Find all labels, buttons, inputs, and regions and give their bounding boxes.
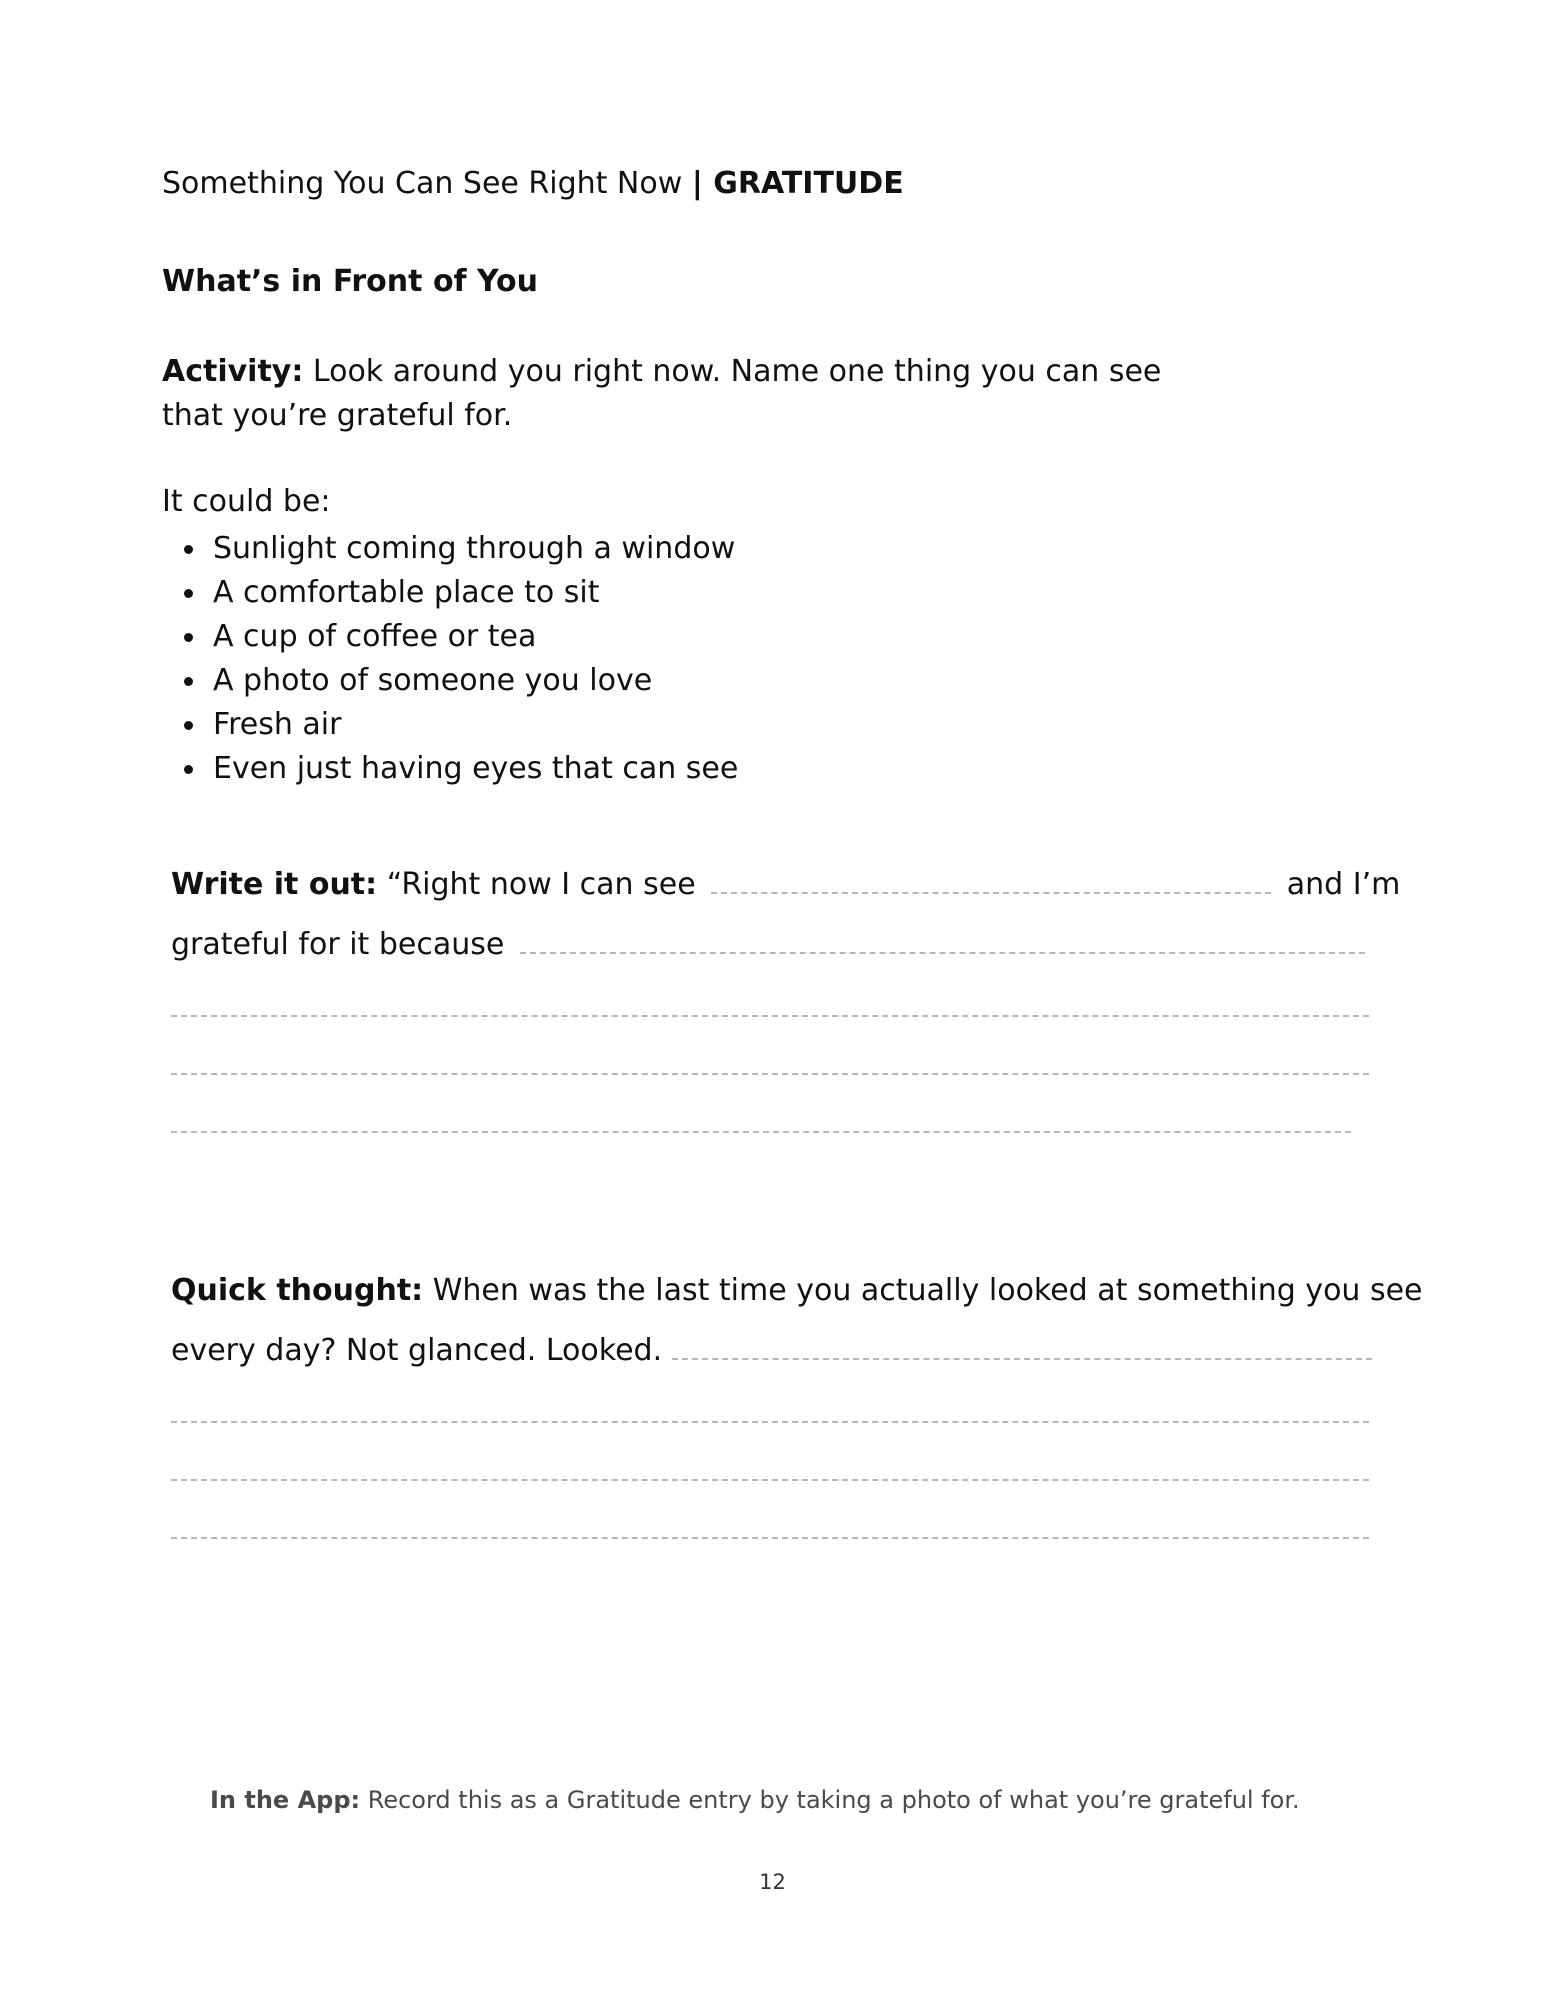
bullet-icon	[184, 589, 193, 598]
write-answer-line-2[interactable]	[171, 1073, 1369, 1075]
list-item: A photo of someone you love	[162, 659, 738, 703]
write-it-out-label: Write it out:	[171, 867, 378, 902]
activity-label: Activity:	[162, 354, 304, 389]
examples-list	[162, 527, 738, 791]
bullet-icon	[184, 765, 193, 774]
write-it-out-prompt-mid: and I’m	[1286, 867, 1401, 902]
write-it-out-line-2	[171, 926, 1371, 962]
page-number: 12	[759, 1870, 786, 1894]
list-item: A comfortable place to sit	[162, 571, 738, 615]
section-title: What’s in Front of You	[162, 264, 538, 299]
header-category: | GRATITUDE	[691, 166, 904, 201]
bullet-icon	[184, 633, 193, 642]
bullet-icon	[184, 721, 193, 730]
activity-paragraph	[162, 350, 1222, 438]
see-blank-field[interactable]	[711, 866, 1271, 894]
app-note-text: Record this as a Gratitude entry by taking a photo of what you’re grateful for.	[367, 1786, 1300, 1814]
activity-text: Look around you right now. Name one thing you can see that you’re grateful for.	[162, 354, 1162, 433]
quick-thought-label: Quick thought:	[171, 1273, 424, 1308]
quick-thought-text-2: every day? Not glanced. Looked.	[171, 1333, 663, 1368]
quick-thought-text-1: When was the last time you actually looked at something you see	[432, 1273, 1423, 1308]
quick-thought-blank-field[interactable]	[672, 1332, 1372, 1360]
list-item: A cup of coffee or tea	[162, 615, 738, 659]
write-answer-line-3[interactable]	[171, 1131, 1351, 1133]
bullet-icon	[184, 545, 193, 554]
write-it-out-line-1	[171, 866, 1400, 902]
list-item: Sunlight coming through a window	[162, 527, 738, 571]
write-it-out-prompt-line2: grateful for it because	[171, 927, 505, 962]
bullet-icon	[184, 677, 193, 686]
list-item: Even just having eyes that can see	[162, 747, 738, 791]
because-blank-field[interactable]	[520, 926, 1365, 954]
quick-answer-line-3[interactable]	[171, 1537, 1369, 1539]
quick-thought-line-2	[171, 1332, 1378, 1368]
quick-thought-line-1	[171, 1273, 1423, 1308]
quick-answer-line-2[interactable]	[171, 1479, 1369, 1481]
app-note	[210, 1786, 1300, 1814]
quick-answer-line-1[interactable]	[171, 1421, 1369, 1423]
examples-intro: It could be:	[162, 484, 331, 519]
list-item: Fresh air	[162, 703, 738, 747]
page-header	[162, 166, 904, 201]
header-title: Something You Can See Right Now	[162, 166, 683, 201]
app-note-label: In the App:	[210, 1786, 361, 1814]
write-it-out-prompt-start: “Right now I can see	[386, 867, 696, 902]
write-answer-line-1[interactable]	[171, 1015, 1369, 1017]
